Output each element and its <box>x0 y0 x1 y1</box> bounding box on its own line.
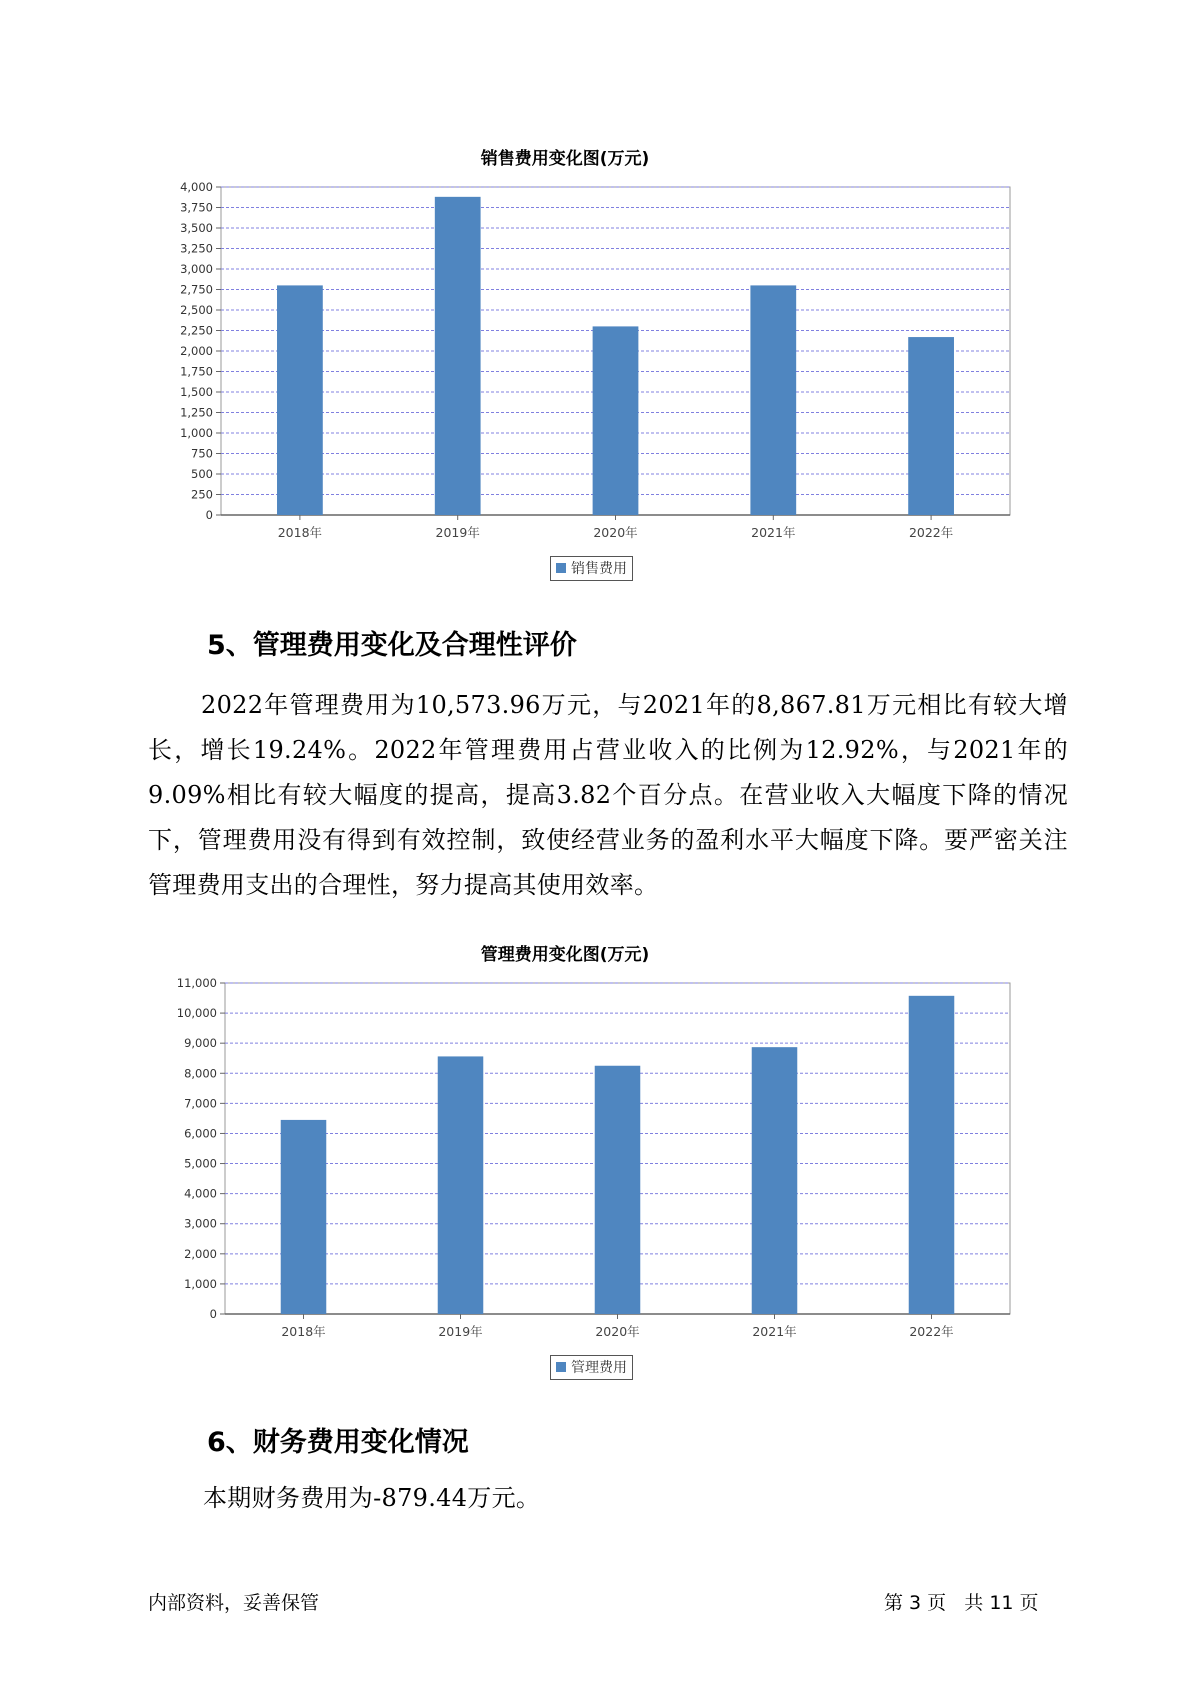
y-tick-label: 1,750 <box>180 364 213 379</box>
y-tick-label: 9,000 <box>184 1036 217 1051</box>
y-tick-label: 2,000 <box>184 1246 217 1261</box>
y-tick-label: 5,000 <box>184 1156 217 1171</box>
x-tick-label: 2019年 <box>435 525 480 540</box>
y-tick-label: 750 <box>191 446 213 461</box>
y-tick-label: 2,750 <box>180 282 213 297</box>
y-tick-label: 0 <box>209 1307 217 1321</box>
x-tick-label: 2018年 <box>281 1324 326 1339</box>
y-tick-label: 3,000 <box>180 262 213 276</box>
y-tick-label: 1,250 <box>180 405 213 420</box>
section-heading-5: 5、管理费用变化及合理性评价 <box>207 630 577 661</box>
bar <box>752 1047 798 1314</box>
chart-title-sales: 销售费用变化图(万元) <box>480 149 650 169</box>
y-tick-label: 2,000 <box>180 344 213 358</box>
x-tick-label: 2019年 <box>438 1324 483 1339</box>
footer-page-number: 第 3 页 共 11 页 <box>884 1592 1039 1614</box>
x-tick-label: 2018年 <box>277 525 323 540</box>
chart-title-admin: 管理费用变化图(万元) <box>480 945 650 965</box>
legend-label: 管理费用 <box>571 1360 627 1376</box>
y-tick-label: 250 <box>191 487 213 502</box>
y-tick-label: 500 <box>191 467 213 481</box>
bar <box>438 1056 484 1314</box>
y-tick-label: 4,000 <box>184 1186 217 1201</box>
y-tick-label: 3,250 <box>180 241 213 256</box>
y-tick-label: 11,000 <box>176 976 217 990</box>
y-tick-label: 6,000 <box>184 1126 217 1141</box>
section-paragraph-6: 本期财务费用为-879.44万元。 <box>203 1484 541 1512</box>
section-paragraph-5: 2022年管理费用为10,573.96万元，与2021年的8,867.81万元相比有较大增长，增长19.24%。2022年管理费用占营业收入的比例为12.92%，与2021年的9.09%相比有较大幅度的提高，提高3.82个百分点。在营业收入大幅度下降的情况下，管理费用没有得到有效控制，致使经营业务的盈利水平大幅度下降。要严密关注管理费用支出的合理性，努力提高其使用效率。 <box>148 691 1068 899</box>
bar <box>281 1120 327 1314</box>
x-tick-label: 2020年 <box>595 1324 640 1339</box>
section-heading-6: 6、财务费用变化情况 <box>207 1427 469 1458</box>
y-tick-label: 2,250 <box>180 323 213 338</box>
y-tick-label: 3,500 <box>180 221 213 235</box>
y-tick-label: 4,000 <box>180 180 213 194</box>
y-tick-label: 1,000 <box>180 426 213 440</box>
legend-label: 销售费用 <box>571 561 627 577</box>
bar <box>909 996 955 1314</box>
y-tick-label: 1,500 <box>180 385 213 399</box>
y-tick-label: 3,750 <box>180 200 213 215</box>
y-tick-label: 10,000 <box>176 1006 217 1021</box>
y-tick-label: 8,000 <box>184 1066 217 1081</box>
y-tick-label: 0 <box>205 508 213 522</box>
y-tick-label: 7,000 <box>184 1096 217 1111</box>
y-tick-label: 2,500 <box>180 303 213 317</box>
footer-confidential: 内部资料，妥善保管 <box>148 1592 320 1614</box>
bar <box>595 1066 641 1314</box>
x-tick-label: 2022年 <box>909 1324 954 1339</box>
x-tick-label: 2022年 <box>908 525 954 540</box>
y-tick-label: 3,000 <box>184 1216 217 1231</box>
y-tick-label: 1,000 <box>184 1276 217 1291</box>
legend-swatch <box>556 1362 566 1372</box>
x-tick-label: 2021年 <box>752 1324 797 1339</box>
legend-admin <box>550 1355 633 1380</box>
x-tick-label: 2020年 <box>593 525 638 540</box>
x-tick-label: 2021年 <box>751 525 796 540</box>
